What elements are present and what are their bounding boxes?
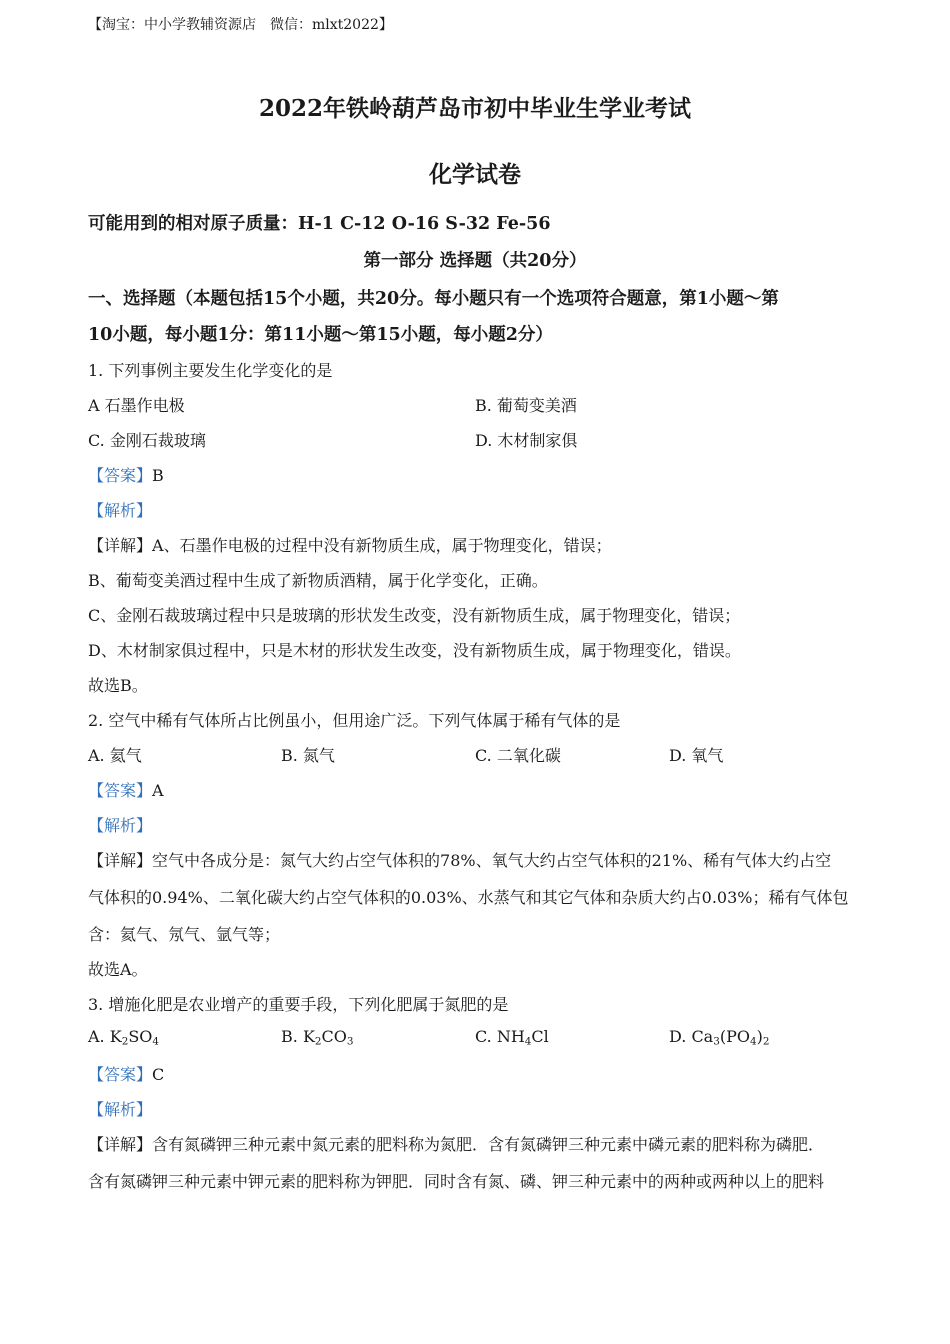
formula-part: SO [128, 1027, 153, 1046]
answer-value: B [152, 466, 164, 485]
page-header: 【淘宝：中小学教辅资源店 微信：mlxt2022】 [88, 17, 393, 33]
formula-subscript: 2 [121, 1035, 129, 1048]
exam-subtitle: 化学试卷 [429, 161, 521, 188]
answer-label: 【答案】 [88, 1065, 153, 1084]
detail-label: 【详解】 [88, 1135, 153, 1154]
answer-value: C [152, 1065, 165, 1084]
formula-part: Cl [531, 1027, 549, 1046]
q1-option-d: D. 木材制家俱 [475, 431, 578, 450]
q1-detail-line1 [88, 533, 612, 556]
detail-label: 【详解】 [88, 536, 153, 555]
q3-option-d [669, 1027, 769, 1046]
formula-subscript: 4 [152, 1035, 160, 1048]
q3-option-b [281, 1027, 354, 1046]
q3-stem: 3. 增施化肥是农业增产的重要手段，下列化肥属于氮肥的是 [88, 995, 509, 1014]
detail-label: 【详解】 [88, 851, 153, 870]
section-heading-line1: 一、选择题（本题包括15个小题，共20分。每小题只有一个选项符合题意，第1小题～第 [88, 289, 779, 309]
formula-part: ) [756, 1027, 763, 1046]
part-heading: 第一部分 选择题（共20分） [363, 251, 587, 271]
atomic-mass-line: 可能用到的相对原子质量：H-1 C-12 O-16 S-32 Fe-56 [88, 214, 551, 234]
q1-conclusion: 故选B。 [88, 676, 148, 695]
option-prefix: D. [669, 1027, 692, 1046]
q2-detail-line3: 含：氦气、氖气、氩气等； [88, 925, 281, 944]
answer-label: 【答案】 [88, 781, 153, 800]
q1-detail-line4: D、木材制家俱过程中，只是木材的形状发生改变，没有新物质生成，属于物理变化，错误。 [88, 641, 741, 660]
formula-subscript: 2 [762, 1035, 770, 1048]
detail-text: 空气中各成分是：氮气大约占空气体积的78%、氧气大约占空气体积的21%、稀有气体大约占空 [152, 851, 832, 870]
q3-detail-line2: 含有氮磷钾三种元素中钾元素的肥料称为钾肥．同时含有氮、磷、钾三种元素中的两种或两种以上的肥料 [88, 1172, 825, 1191]
formula-subscript: 3 [713, 1035, 720, 1048]
q1-option-a: A 石墨作电极 [88, 396, 185, 415]
formula-subscript: 4 [524, 1035, 532, 1048]
formula-part: NH [496, 1027, 525, 1046]
q2-answer [88, 778, 164, 801]
answer-value: A [152, 781, 164, 800]
formula-subscript: 4 [749, 1035, 757, 1048]
formula-part: Ca [691, 1027, 714, 1046]
q2-conclusion: 故选A。 [88, 960, 148, 979]
formula-part: CO [321, 1027, 347, 1046]
q1-option-c: C. 金刚石裁玻璃 [88, 431, 206, 450]
q2-option-c: C. 二氧化碳 [475, 746, 561, 765]
q3-detail-line1 [88, 1132, 824, 1155]
detail-text: 含有氮磷钾三种元素中氮元素的肥料称为氮肥．含有氮磷钾三种元素中磷元素的肥料称为磷肥． [152, 1135, 825, 1154]
q3-option-c [475, 1027, 549, 1046]
answer-label: 【答案】 [88, 466, 153, 485]
q1-detail-line2: B、葡萄变美酒过程中生成了新物质酒精，属于化学变化，正确。 [88, 571, 548, 590]
section-heading-line2: 10小题，每小题1分：第11小题～第15小题，每小题2分） [88, 325, 553, 345]
q3-analysis-label: 【解析】 [88, 1100, 153, 1119]
q1-detail-line3: C、金刚石裁玻璃过程中只是玻璃的形状发生改变，没有新物质生成，属于物理变化，错误； [88, 606, 741, 625]
q3-option-a [88, 1027, 159, 1046]
q1-stem: 1. 下列事例主要发生化学变化的是 [88, 361, 333, 380]
q2-detail-line1 [88, 848, 831, 871]
q2-detail-line2: 气体积的0.94%、二氧化碳大约占空气体积的0.03%、水蒸气和其它气体和杂质大约占0.03%；稀有气体包 [88, 888, 849, 907]
q2-stem: 2. 空气中稀有气体所占比例虽小，但用途广泛。下列气体属于稀有气体的是 [88, 711, 621, 730]
detail-text: A、石墨作电极的过程中没有新物质生成，属于物理变化，错误； [152, 536, 612, 555]
formula-subscript: 3 [346, 1035, 354, 1048]
option-prefix: A. [88, 1027, 110, 1046]
exam-title: 2022年铁岭葫芦岛市初中毕业生学业考试 [258, 95, 691, 122]
formula-part: K [302, 1027, 315, 1046]
q2-option-a: A. 氦气 [88, 746, 142, 765]
q2-option-d: D. 氧气 [669, 746, 724, 765]
q1-option-b: B. 葡萄变美酒 [475, 396, 577, 415]
q3-answer [88, 1062, 164, 1085]
q1-answer [88, 463, 164, 486]
q2-option-b: B. 氮气 [281, 746, 335, 765]
q2-analysis-label: 【解析】 [88, 816, 153, 835]
formula-part: (PO [719, 1027, 750, 1046]
formula-part: K [109, 1027, 122, 1046]
q1-analysis-label: 【解析】 [88, 501, 153, 520]
formula-subscript: 2 [314, 1035, 322, 1048]
option-prefix: C. [475, 1027, 497, 1046]
option-prefix: B. [281, 1027, 303, 1046]
